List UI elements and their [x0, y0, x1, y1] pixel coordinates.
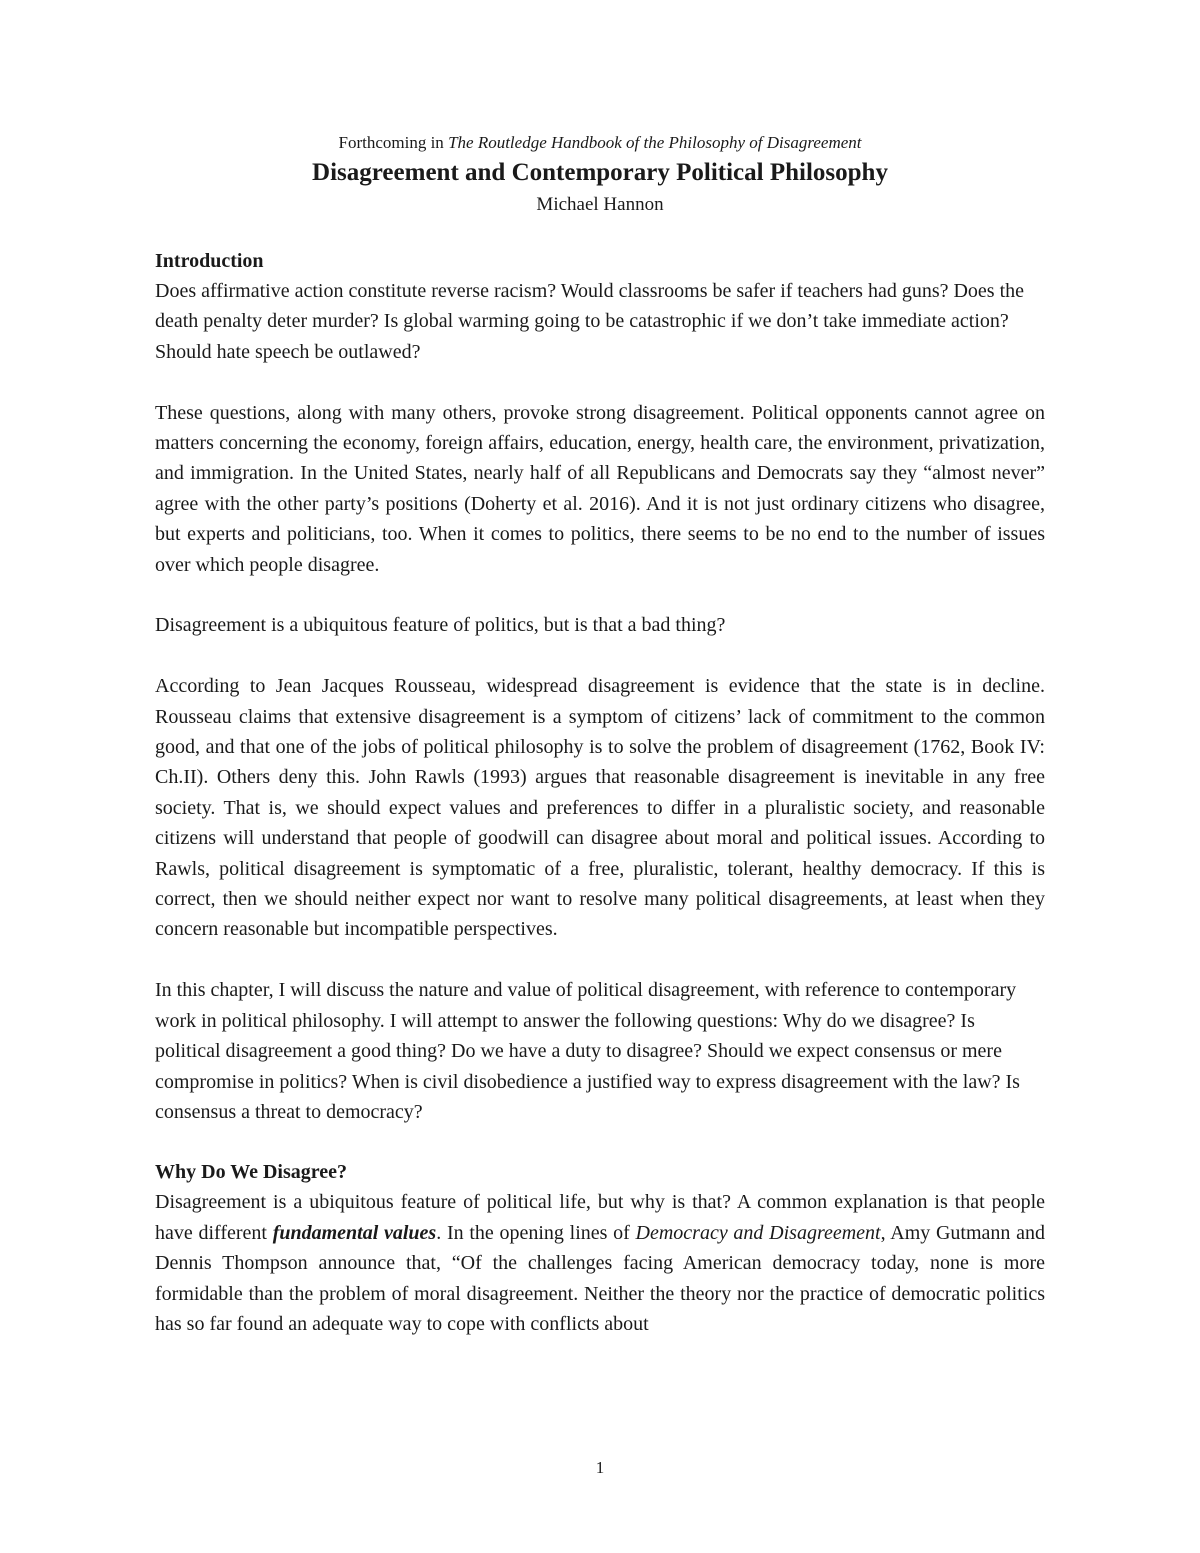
- section-heading-why-disagree: Why Do We Disagree?: [155, 1161, 348, 1184]
- why-text-b: . In the opening lines of: [436, 1221, 636, 1244]
- emphasis-book-title: Democracy and Disagreement: [635, 1221, 881, 1244]
- intro-paragraph-5: In this chapter, I will discuss the nature and value of political disagreement, with reference to contemporary work in political philosophy. I will attempt to answer the following questions: Why do we disagree? Is political disagreement a good thing? Do we have a duty to disagree? Should we expect consensus or mere compromise in politics? When is civil disobedience a justified way to express disagreement with the law? Is consensus a threat to democracy?: [155, 979, 1020, 1123]
- intro-paragraph-4: According to Jean Jacques Rousseau, widespread disagreement is evidence that the state is in decline. Rousseau claims that extensive disagreement is a symptom of citizens’ lack of commitment to the common good, and that one of the jobs of political philosophy is to solve the problem of disagreement (1762, Book IV: Ch.II). Others deny this. John Rawls (1993) argues that reasonable disagreement is inevitable in any free society. That is, we should expect values and preferences to differ in a pluralistic society, and reasonable citizens will understand that people of goodwill can disagree about moral and political issues. According to Rawls, political disagreement is symptomatic of a free, pluralistic, tolerant, healthy democracy. If this is correct, then we should neither expect nor want to resolve many political disagreements, at least when they concern reasonable but incompatible perspectives.: [155, 675, 1045, 941]
- paper-title: Disagreement and Contemporary Political Philosophy: [312, 159, 888, 186]
- page-number: 1: [595, 1458, 605, 1477]
- book-title: The Routledge Handbook of the Philosophy of Disagreement: [448, 133, 862, 152]
- forthcoming-line: [155, 130, 1045, 156]
- intro-paragraph-1: Does affirmative action constitute reverse racism? Would classrooms be safer if teachers had guns? Does the death penalty deter murder? Is global warming going to be catastrophic if we don’t take immediate action? Should hate speech be outlawed?: [155, 280, 1025, 363]
- why-text-c: , Amy Gutmann and Dennis Thompson announce that, “Of the challenges facing American democracy today, none is more formidable than the problem of moral disagreement. Neither the theory nor the practice of democratic politics has so far found an adequate way to cope with conflicts about: [155, 1221, 1046, 1335]
- author-name: Michael Hannon: [536, 194, 664, 215]
- why-text-a: Disagreement is a ubiquitous feature of political life, but why is that? A common explanation is that people have different: [155, 1191, 1045, 1244]
- why-paragraph-1: [155, 1187, 1045, 1339]
- document-page: [155, 130, 1045, 1339]
- forthcoming-prefix: Forthcoming in: [338, 133, 449, 152]
- emphasis-fundamental-values: fundamental values: [272, 1221, 437, 1244]
- intro-paragraph-3: Disagreement is a ubiquitous feature of politics, but is that a bad thing?: [155, 614, 726, 637]
- intro-paragraph-2: These questions, along with many others, provoke strong disagreement. Political opponents cannot agree on matters concerning the economy, foreign affairs, education, energy, health care, the environment, privatization, and immigration. In the United States, nearly half of all Republicans and Democrats say they “almost never” agree with the other party’s positions (Doherty et al. 2016). And it is not just ordinary citizens who disagree, but experts and politicians, too. When it comes to politics, there seems to be no end to the number of issues over which people disagree.: [155, 401, 1045, 576]
- section-heading-introduction: Introduction: [155, 250, 264, 272]
